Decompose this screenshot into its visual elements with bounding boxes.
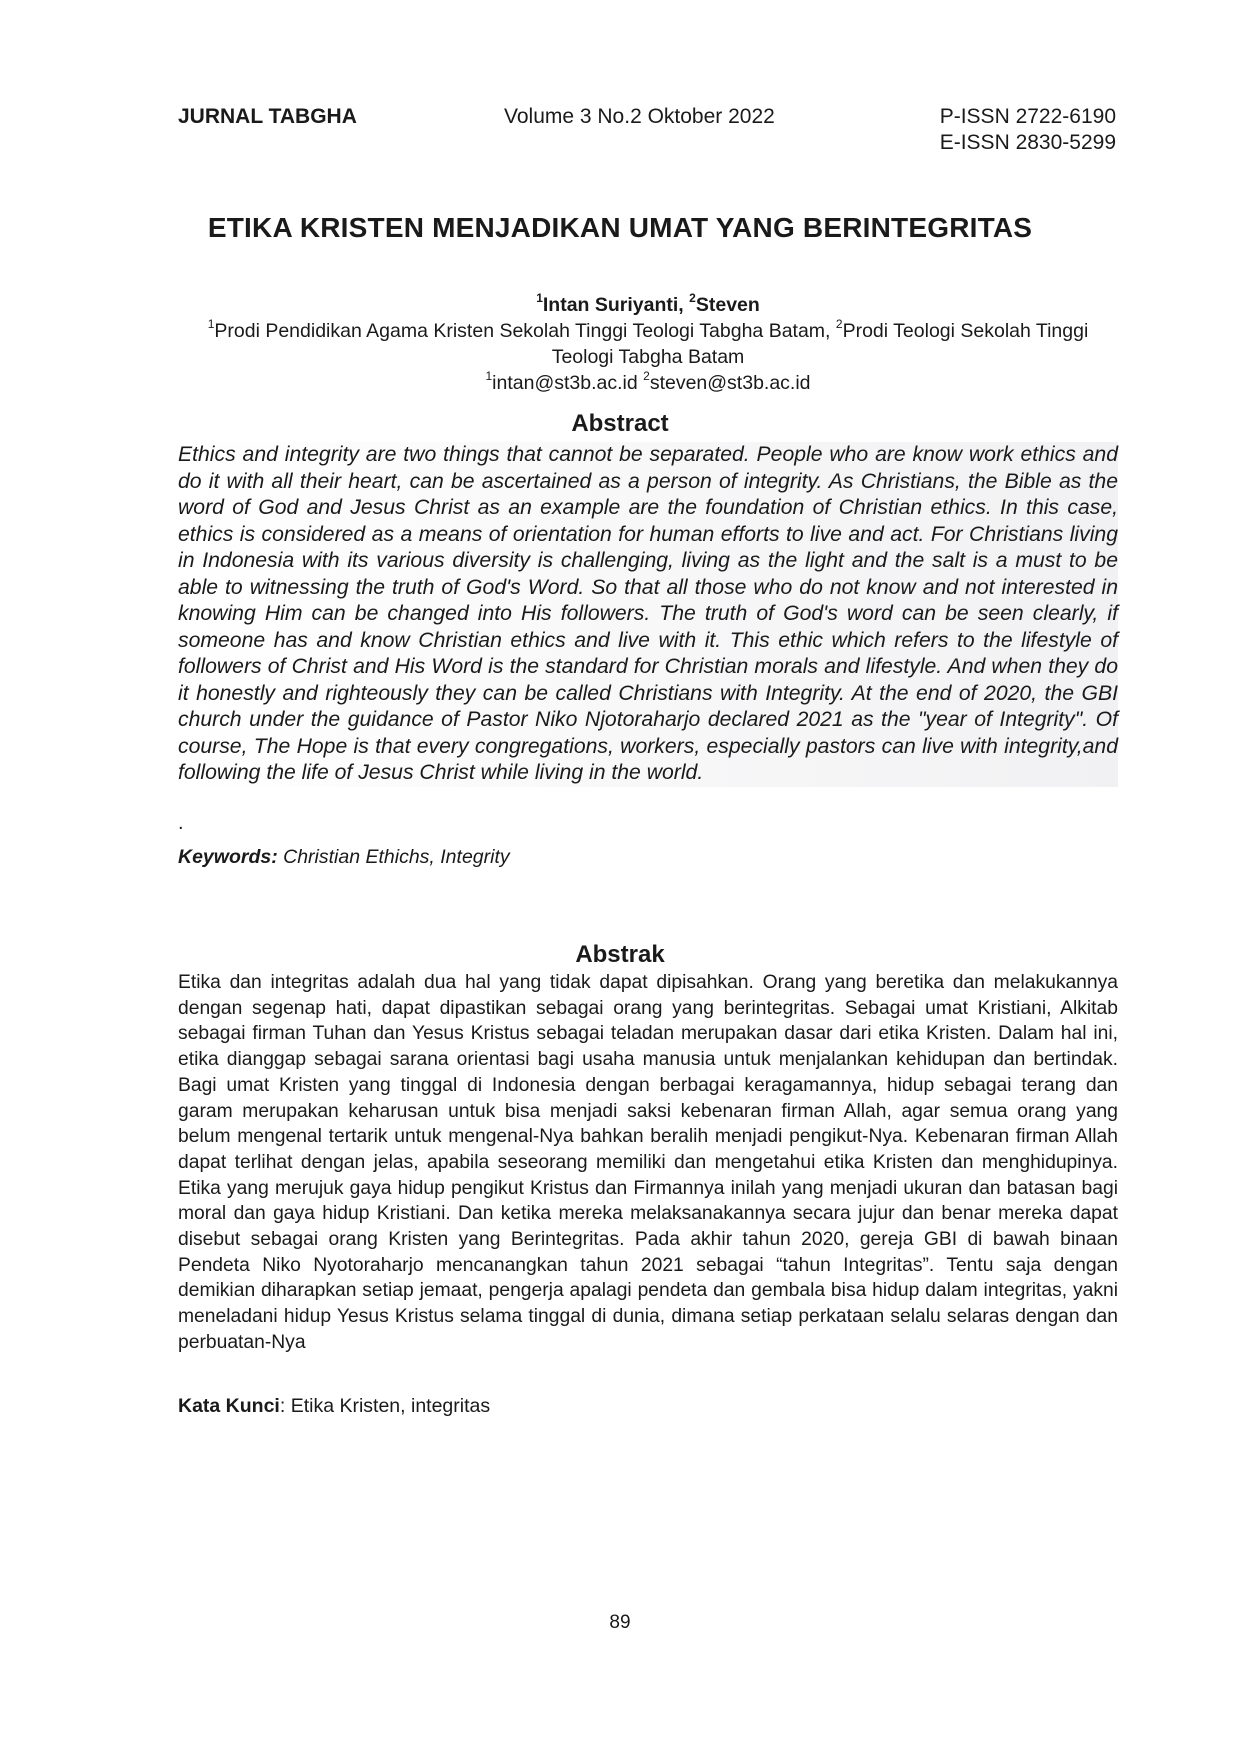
author-sup-2: 2 [689, 290, 696, 305]
journal-name: JURNAL TABGHA [178, 105, 357, 128]
author-emails [178, 370, 1118, 396]
kata-kunci-label: Kata Kunci [178, 1395, 280, 1417]
author-block [178, 292, 1118, 396]
abstract-english-text: Ethics and integrity are two things that cannot be separated. People who are know work ethics and do it with all their heart, can be ascertained as a person of integrity. As Christians, the Bible as the word of God and Jesus Christ as an example are the foundation of Christian ethics. In this case, ethics is considered as a means of orientation for human efforts to live and act. For Christians living in Indonesia with its various diversity is challenging, living as the light and the salt is a must to be able to witnessing the truth of God's Word. So that all those who do not know and not interested in knowing Him can be changed into His followers. The truth of God's word can be seen clearly, if someone has and know Christian ethics and live with it. This ethic which refers to the lifestyle of followers of Christ and His Word is the standard for Christian morals and lifestyle. And when they do it honestly and righteously they can be called Christians with Integrity. At the end of 2020, the GBI church under the guidance of Pastor Niko Njotoraharjo declared 2021 as the "year of Integrity". Of course, The Hope is that every congregations, workers, especially pastors can live with integrity,and following the life of Jesus Christ while living in the world. [178, 443, 1118, 784]
kata-kunci-values: : Etika Kristen, integritas [279, 1395, 491, 1417]
issn-block [940, 104, 1116, 156]
journal-volume: Volume 3 No.2 Oktober 2022 [504, 105, 775, 128]
page-number: 89 [609, 1612, 631, 1633]
kata-kunci-line [178, 1395, 490, 1418]
abstract-english [178, 442, 1118, 787]
affiliation-1: Prodi Pendidikan Agama Kristen Sekolah Tinggi Teologi Tabgha Batam, [214, 320, 836, 342]
abstract-heading: Abstract [571, 410, 669, 437]
author-affiliations [178, 318, 1118, 370]
affiliation-sup-2: 2 [835, 316, 843, 331]
abstrak-indonesian-text: Etika dan integritas adalah dua hal yang tidak dapat dipisahkan. Orang yang beretika dan melakukannya dengan segenap hati, dapat dipastikan sebagai orang yang berintegritas. Sebagai umat Kristiani, Alkitab sebagai firman Tuhan dan Yesus Kristus sebagai teladan merupakan dasar dari etika Kristen. Dalam hal ini, etika dianggap sebagai sarana orientasi bagi usaha manusia untuk menjalankan kehidupan dan bertindak. Bagi umat Kristen yang tinggal di Indonesia dengan berbagai keragamannya, hidup sebagai terang dan garam merupakan keharusan untuk bisa menjadi saksi kebenaran firman Allah, agar semua orang yang belum mengenal tertarik untuk mengenal-Nya bahkan beralih menjadi pengikut-Nya. Kebenaran firman Allah dapat terlihat dengan jelas, apabila seseorang memiliki dan mengetahui etika Kristen dan menghidupinya. Etika yang merujuk gaya hidup pengikut Kristus dan Firmannya inilah yang menjadi ukuran dan batasan bagi moral dan gaya hidup Kristiani. Dan ketika mereka melaksanakannya secara jujur dan benar mereka dapat disebut sebagai orang Kristen yang Berintegritas. Pada akhir tahun 2020, gereja GBI di bawah binaan Pendeta Niko Nyotoraharjo mencanangkan tahun 2021 sebagai “tahun Integritas”. Tentu saja dengan demikian diharapkan setiap jemaat, pengerja apalagi pendeta dan gembala bisa hidup dalam integritas, yakni meneladani hidup Yesus Kristus selama tinggal di dunia, dimana setiap perkataan selalu selaras dengan dan perbuatan-Nya [178, 972, 1118, 1353]
email-sup-2: 2 [643, 368, 650, 383]
author-1: Intan Suriyanti, [542, 294, 690, 316]
keywords-label: Keywords: [178, 846, 278, 868]
keywords-values: Christian Ethichs, Integrity [277, 846, 510, 868]
paper-title: ETIKA KRISTEN MENJADIKAN UMAT YANG BERINTEGRITAS [207, 212, 1033, 243]
p-issn: P-ISSN 2722-6190 [939, 105, 1116, 128]
email-2[interactable]: steven@st3b.ac.id [649, 372, 811, 394]
keywords-line [178, 846, 510, 869]
author-sup-1: 1 [536, 290, 543, 305]
abstrak-indonesian [178, 970, 1118, 1356]
abstrak-heading: Abstrak [575, 941, 665, 968]
email-1[interactable]: intan@st3b.ac.id [492, 372, 644, 394]
abstract-trailing-dot: . [178, 812, 184, 834]
author-names [178, 292, 1118, 318]
author-2: Steven [695, 294, 760, 316]
affiliation-2: Prodi Teologi Sekolah Tinggi Teologi Tabgha Batam [551, 320, 1089, 368]
affiliation-sup-1: 1 [207, 316, 215, 331]
e-issn: E-ISSN 2830-5299 [939, 131, 1116, 154]
email-sup-1: 1 [485, 368, 493, 383]
